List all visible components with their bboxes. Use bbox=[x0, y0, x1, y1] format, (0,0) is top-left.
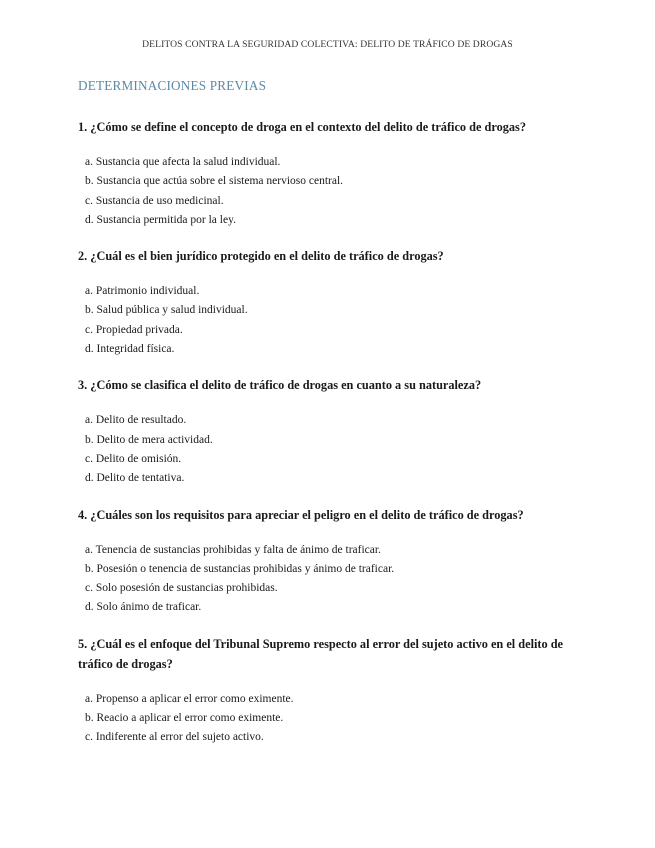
section-title: DETERMINACIONES PREVIAS bbox=[78, 78, 267, 93]
answer-option: d. Delito de tentativa. bbox=[85, 472, 185, 485]
answer-option: a. Sustancia que afecta la salud individual. bbox=[85, 156, 281, 168]
question-text: 3. ¿Cómo se clasifica el delito de tráfico de drogas en cuanto a su naturaleza? bbox=[78, 378, 482, 393]
question-3 bbox=[78, 375, 578, 488]
answer-options bbox=[78, 282, 578, 359]
answer-option: c. Sustancia de uso medicinal. bbox=[85, 194, 224, 207]
running-header: DELITOS CONTRA LA SEGURIDAD COLECTIVA: DELITO DE TRÁFICO DE DROGAS bbox=[142, 39, 513, 50]
answer-options bbox=[78, 690, 578, 748]
answer-option: d. Sustancia permitida por la ley. bbox=[85, 213, 236, 226]
answer-option: b. Posesión o tenencia de sustancias prohibidas y ánimo de traficar. bbox=[85, 562, 395, 575]
question-text: 2. ¿Cuál es el bien jurídico protegido en el delito de tráfico de drogas? bbox=[78, 249, 444, 264]
answer-option: b. Reacio a aplicar el error como eximente. bbox=[85, 712, 284, 725]
answer-options bbox=[78, 153, 578, 230]
answer-options bbox=[78, 411, 578, 488]
answer-option: c. Solo posesión de sustancias prohibidas. bbox=[85, 582, 278, 595]
answer-option: c. Propiedad privada. bbox=[85, 323, 183, 336]
answer-option: a. Patrimonio individual. bbox=[85, 285, 200, 298]
question-2 bbox=[78, 246, 578, 359]
answer-option: b. Sustancia que actúa sobre el sistema nervioso central. bbox=[85, 175, 344, 188]
question-text: 5. ¿Cuál es el enfoque del Tribunal Supremo respecto al error del sujeto activo en el delito de tráfico de drogas? bbox=[78, 636, 564, 671]
answer-option: c. Indiferente al error del sujeto activo. bbox=[85, 731, 264, 744]
question-1 bbox=[78, 117, 578, 230]
answer-option: d. Integridad física. bbox=[85, 343, 175, 356]
answer-option: b. Delito de mera actividad. bbox=[85, 433, 213, 446]
answer-option: b. Salud pública y salud individual. bbox=[85, 304, 248, 317]
question-list bbox=[78, 117, 578, 748]
answer-option: c. Delito de omisión. bbox=[85, 452, 182, 465]
question-4 bbox=[78, 505, 578, 618]
answer-option: d. Solo ánimo de traficar. bbox=[85, 601, 202, 614]
answer-options bbox=[78, 541, 578, 618]
question-text: 4. ¿Cuáles son los requisitos para apreciar el peligro en el delito de tráfico de drogas? bbox=[78, 507, 524, 522]
question-text: 1. ¿Cómo se define el concepto de droga en el contexto del delito de tráfico de drogas? bbox=[78, 120, 526, 134]
answer-option: a. Delito de resultado. bbox=[85, 414, 187, 427]
answer-option: a. Propenso a aplicar el error como eximente. bbox=[85, 692, 294, 705]
answer-option: a. Tenencia de sustancias prohibidas y falta de ánimo de traficar. bbox=[85, 543, 381, 556]
question-5 bbox=[78, 634, 578, 748]
